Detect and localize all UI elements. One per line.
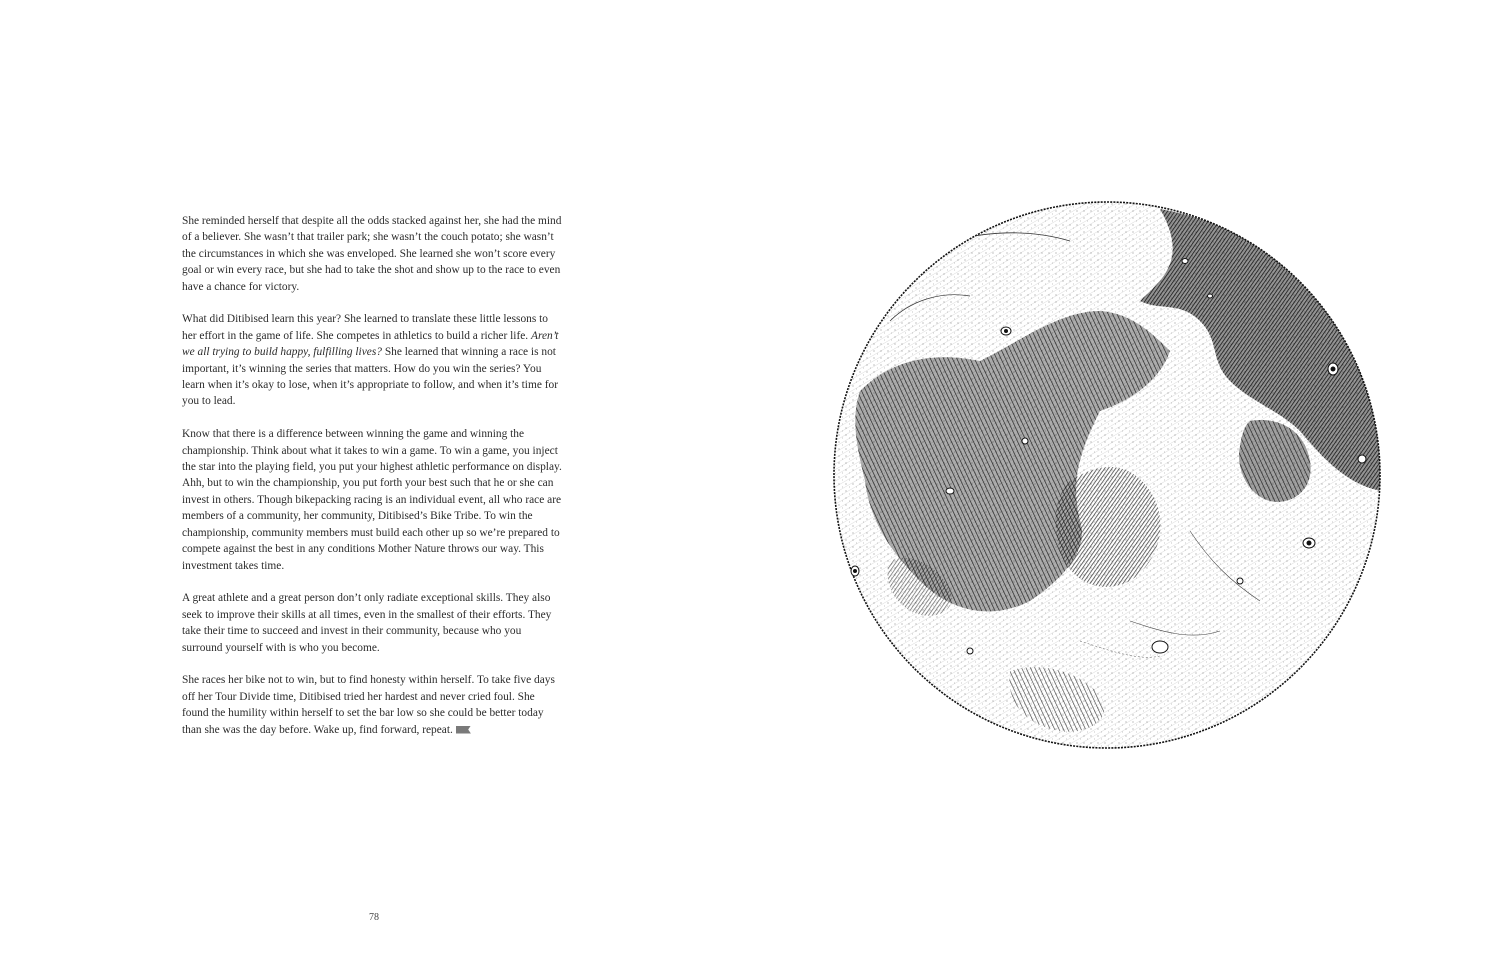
end-of-chapter-flag-icon bbox=[456, 726, 471, 734]
paragraph-3: Know that there is a difference between winning the game and winning the championship. Think about what it takes to win a game. To win a game, you inject the star into the playing field, you put your highest athletic performance on display. Ahh, but to win the championship, you put forth your best such that he or she can invest in others. Though bikepacking racing is an individual event, all who race are members of a community, her community, Ditibised’s Bike Tribe. To win the championship, community members must build each other up so we’re prepared to compete against the best in any conditions Mother Nature throws our way. This investment takes time. bbox=[182, 428, 562, 572]
paragraph-2: What did Ditibised learn this year? She learned to translate these little lessons to her effort in the game of life. She competes in athletics to build a richer life. Aren’t we all trying to build happy, fulfilling lives? She learned that winning a race is not important, it’s winning the series that matters. How do you win the series? You learn when it’s okay to lose, when it’s appropriate to follow, and when it’s time for you to lead. bbox=[182, 313, 559, 408]
moon-drawing bbox=[830, 201, 1386, 753]
paragraph-1: She reminded herself that despite all the odds stacked against her, she had the mind of a believer. She wasn’t that trailer park; she wasn’t the couch potato; she wasn’t the circumstances in which she was enveloped. She learned she won’t score every goal or win every race, but she had to take the shot and show up to the race to even have a chance for victory. bbox=[182, 215, 562, 293]
italic-question: Aren’t we all trying to build happy, fulfilling lives? bbox=[182, 329, 559, 359]
paragraph-5: She races her bike not to win, but to find honesty within herself. To take five days off her Tour Divide time, Ditibised tried her hardest and never cried foul. She found the humility within herself to set the bar low so she could be better today than she was the day before. Wake up, find forward, repeat. bbox=[182, 674, 555, 736]
page-number: 78 bbox=[369, 912, 379, 923]
moon-illustration bbox=[830, 201, 1386, 753]
right-page bbox=[750, 0, 1500, 964]
body-text bbox=[182, 213, 564, 754]
paragraph-4: A great athlete and a great person don’t only radiate exceptional skills. They also seek to improve their skills at all times, even in the smallest of their efforts. They take their time to succeed and invest in their community, because who you surround yourself with is who you become. bbox=[182, 592, 552, 654]
